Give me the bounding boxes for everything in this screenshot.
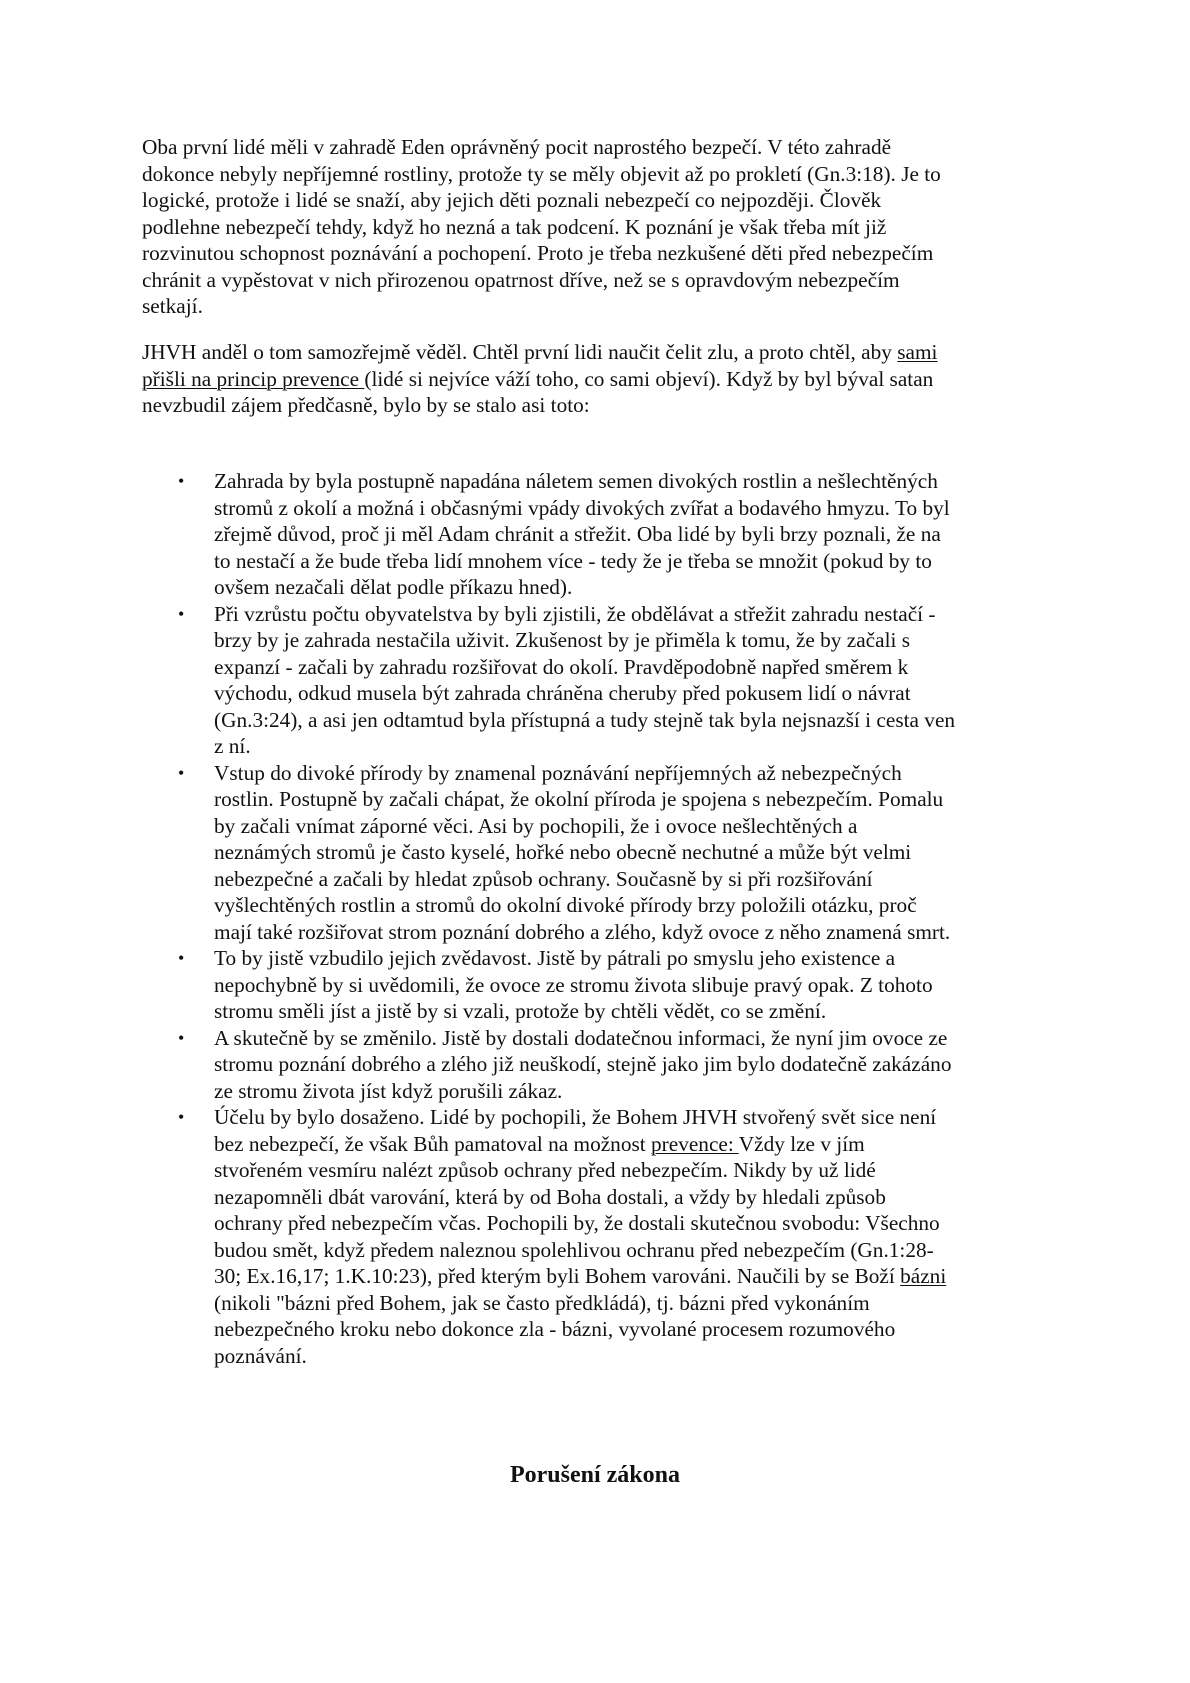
text-line: budou smět, když předem naleznou spolehlivou ochranu před nebezpečím (Gn.1:28-: [214, 1237, 934, 1262]
text-line: zřejmě důvod, proč ji měl Adam chránit a střežit. Oba lidé by byli brzy poznali, že na: [214, 522, 941, 546]
text-line: [142, 366, 1062, 393]
text-line: stromu poznání dobrého a zlého již neuškodí, stejně jako jim bylo dodatečně zakázáno: [214, 1052, 952, 1076]
text-line: Vstup do divoké přírody by znamenal poznávání nepříjemných až nebezpečných: [214, 760, 902, 785]
text-line: poznávání.: [214, 1343, 307, 1368]
text-line: neznámých stromů je často kyselé, hořké nebo obecně nechutné a může být velmi: [214, 840, 912, 864]
paragraph-jhvh: [142, 339, 1062, 419]
text-line: Oba první lidé měli v zahradě Eden oprávněný pocit naprostého bezpečí. V této zahradě: [142, 135, 892, 159]
text-line: brzy by je zahrada nestačila uživit. Zkušenost by je přiměla k tomu, že by začali s: [214, 628, 911, 652]
bullet-icon: •: [178, 948, 185, 968]
text-line: rozvinutou schopnost poznávání a pochopení. Proto je třeba nezkušené děti před nebezpečím: [142, 241, 934, 265]
text-line: ze stromu života jíst když porušili zákaz.: [214, 1078, 563, 1103]
list-item: [142, 945, 1062, 1025]
bullet-icon: •: [178, 762, 185, 783]
text-run: 30; Ex.16,17; 1.K.10:23), před kterým byli Bohem varováni. Naučili by se Boží: [214, 1264, 901, 1288]
link-prevence[interactable]: prevence:: [651, 1131, 739, 1156]
text-line: logické, protože i lidé se snaží, aby jejich děti poznali nebezpečí co nejpozději. Člověk: [142, 188, 882, 212]
link-bazni[interactable]: bázni: [900, 1264, 947, 1288]
text-line: [142, 339, 1062, 366]
list-item: [142, 1104, 1062, 1369]
list-item: [142, 1025, 1062, 1105]
text-line: A skutečně by se změnilo. Jistě by dostali dodatečnou informaci, že nyní jim ovoce ze: [214, 1025, 948, 1050]
text-line: nevzbudil zájem předčasně, bylo by se stalo asi toto:: [142, 393, 590, 417]
text-line: dokonce nebyly nepříjemné rostliny, protože ty se měly objevit až po prokletí (Gn.3:18). Je to: [142, 161, 941, 186]
text-line: stromů z okolí a možná i občasnými vpády divokých zvířat a bodavého hmyzu. To byl: [214, 495, 950, 520]
text-line: (Gn.3:24), a asi jen odtamtud byla přístupná a tudy stejně tak byla nejsnazší i cesta ven: [214, 707, 956, 732]
text-line: Při vzrůstu počtu obyvatelstva by byli zjistili, že obdělávat a střežit zahradu nestačí -: [214, 601, 936, 626]
link-sami-prisli[interactable]: sami: [897, 340, 938, 364]
text-line: (nikoli "bázni před Bohem, jak se často předkládá), tj. bázni před vykonáním: [214, 1290, 870, 1315]
text-line: z ní.: [214, 734, 251, 758]
text-line: stromu směli jíst a jistě by si vzali, protože by chtěli vědět, co se změní.: [214, 999, 827, 1023]
link-sami-prisli-cont[interactable]: přišli na princip prevence: [142, 366, 365, 391]
text-run: Vždy lze v jím: [738, 1131, 865, 1156]
text-run: JHVH anděl o tom samozřejmě věděl. Chtěl první lidi naučit čelit zlu, a proto chtěl, aby: [142, 340, 898, 364]
text-line: ochrany před nebezpečím včas. Pochopili by, že dostali skutečnou svobodu: Všechno: [214, 1211, 940, 1235]
text-line: podlehne nebezpečí tehdy, když ho nezná a tak podcení. K poznání je však třeba mít již: [142, 214, 887, 239]
text-line: rostlin. Postupně by začali chápat, že okolní příroda je spojena s nebezpečím. Pomalu: [214, 787, 944, 811]
text-line: stvořeném vesmíru nalézt způsob ochrany před nebezpečím. Nikdy by už lidé: [214, 1158, 876, 1182]
bullet-icon: •: [178, 1027, 185, 1048]
text-line: nezapomněli dbát varování, která by od Boha dostali, a vždy by hledali způsob: [214, 1184, 886, 1209]
text-line: setkají.: [142, 294, 203, 318]
text-line: mají také rozšiřovat strom poznání dobrého a zlého, když ovoce z něho znamená smrt.: [214, 919, 951, 944]
bullet-icon: •: [178, 1107, 185, 1127]
section-heading: Porušení zákona: [509, 1461, 680, 1488]
text-line: [214, 1263, 1062, 1290]
text-line: ovšem nezačali dělat podle příkazu hned).: [214, 575, 573, 599]
text-line: východu, odkud musela být zahrada chráněna cheruby před pokusem lidí o návrat: [214, 681, 911, 705]
text-line: expanzí - začali by zahradu rozšiřovat do okolí. Pravděpodobně napřed směrem k: [214, 654, 909, 679]
bullet-icon: •: [178, 471, 185, 491]
text-line: [214, 1131, 1062, 1158]
text-line: Zahrada by byla postupně napadána náletem semen divokých rostlin a nešlechtěných: [214, 469, 938, 493]
list-item: [142, 760, 1062, 946]
text-line: by začali vnímat záporné věci. Asi by pochopili, že i ovoce nešlechtěných a: [214, 813, 858, 838]
text-line: chránit a vypěstovat v nich přirozenou opatrnost dříve, než se s opravdovým nebezpečím: [142, 267, 900, 292]
paragraph-intro: [142, 134, 1062, 320]
bullet-icon: •: [178, 603, 185, 624]
text-line: nebezpečného kroku nebo dokonce zla - bázni, vyvolané procesem rozumového: [214, 1317, 896, 1341]
text-line: To by jistě vzbudilo jejich zvědavost. Jistě by pátrali po smyslu jeho existence a: [214, 946, 896, 970]
text-run: (lidé si nejvíce váží toho, co sami objeví). Když by byl býval satan: [364, 366, 934, 391]
list-item: [142, 468, 1062, 601]
list-item: [142, 601, 1062, 760]
text-line: to nestačí a že bude třeba lidí mnohem více - tedy že je třeba se množit (pokud by to: [214, 548, 932, 573]
text-run: bez nebezpečí, že však Bůh pamatoval na možnost: [214, 1131, 652, 1156]
text-line: Účelu by bylo dosaženo. Lidé by pochopili, že Bohem JHVH stvořený svět sice není: [214, 1105, 937, 1129]
bullet-list: [142, 468, 1062, 1369]
text-line: vyšlechtěných rostlin a stromů do okolní divoké přírody brzy položili otázku, proč: [214, 893, 917, 917]
text-line: nepochybně by si uvědomili, že ovoce ze stromu života slibuje pravý opak. Z tohoto: [214, 972, 933, 997]
text-line: nebezpečné a začali by hledat způsob ochrany. Současně by si při rozšiřování: [214, 866, 873, 891]
